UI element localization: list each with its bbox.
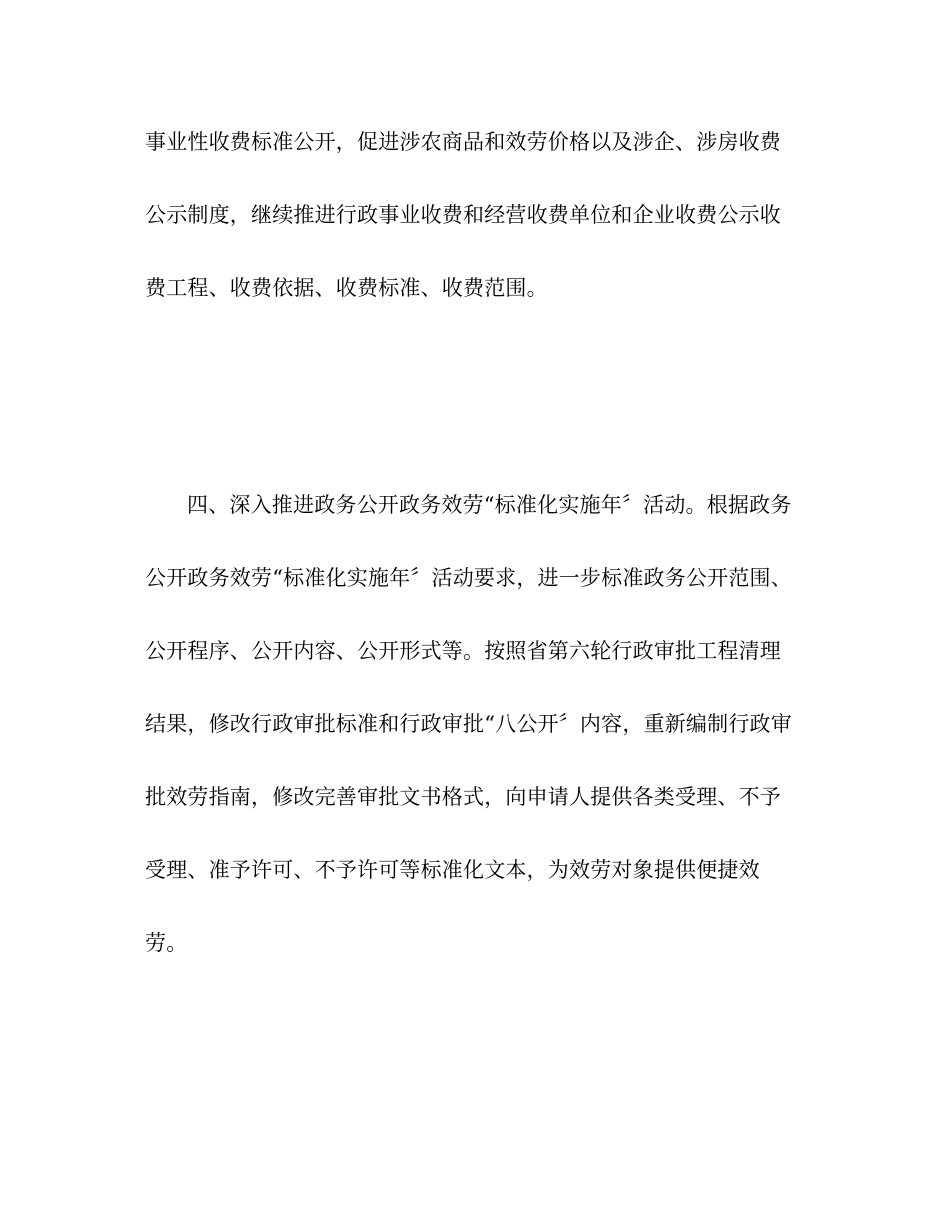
text-line: 四、深入推进政务公开政务效劳“标准化实施年〞活动。根据政务 bbox=[187, 493, 792, 517]
text-line: 劳。 bbox=[145, 931, 188, 955]
text-line: 公示制度，继续推进行政事业收费和经营收费单位和企业收费公示收 bbox=[145, 203, 781, 227]
text-line: 批效劳指南，修改完善审批文书格式，向申请人提供各类受理、不予 bbox=[145, 785, 781, 809]
text-line: 公开程序、公开内容、公开形式等。按照省第六轮行政审批工程清理 bbox=[145, 639, 781, 663]
text-line: 事业性收费标准公开，促进涉农商品和效劳价格以及涉企、涉房收费 bbox=[145, 130, 781, 154]
text-line: 受理、准予许可、不予许可等标准化文本，为效劳对象提供便捷效 bbox=[145, 858, 760, 882]
text-line: 费工程、收费依据、收费标准、收费范围。 bbox=[145, 276, 548, 300]
text-line: 公开政务效劳“标准化实施年〞活动要求，进一步标准政务公开范围、 bbox=[145, 566, 792, 590]
text-line: 结果，修改行政审批标准和行政审批“八公开〞内容，重新编制行政审 bbox=[145, 712, 792, 736]
